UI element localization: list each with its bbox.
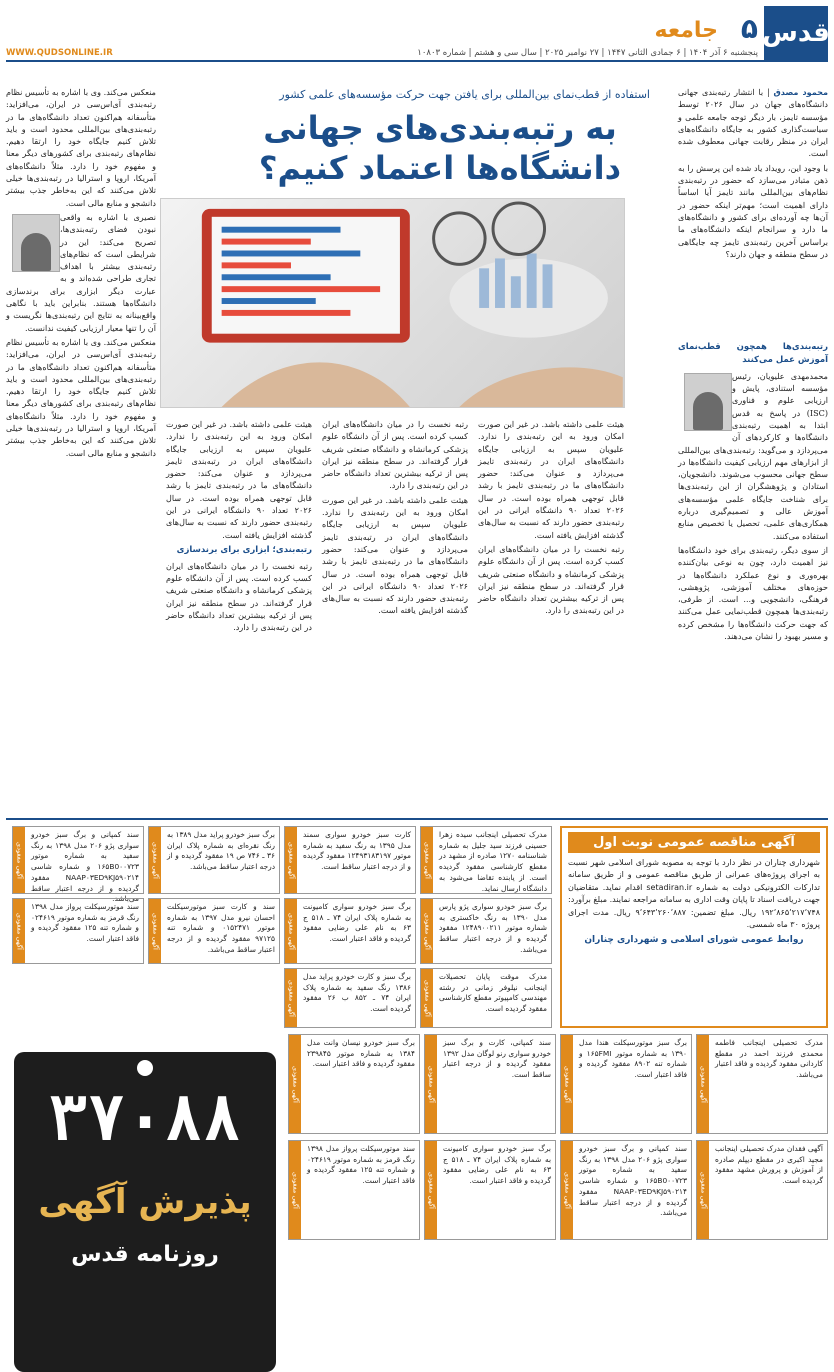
classified-ad[interactable] [560,1034,692,1134]
classified-ad[interactable] [420,898,552,964]
column-right-top [678,86,828,334]
ad-text: کارت سبز خودرو سواری سمند مدل ۱۳۹۵ به رنگ سفید به شماره موتور ۱۲۴۹۳۱۸۳۱۹۷ مفقود گردیده و از درجه اعتبار ساقط است. [303,830,411,872]
subheading: رتبه‌بندی‌ها همچون قطب‌نمای آموزش عمل می‌کنند [678,342,828,365]
portrait-photo [12,214,60,272]
classified-ad[interactable] [696,1140,828,1240]
ad-tag: آگهی مفقودی [425,1141,437,1239]
paragraph: رتبه نخست را در میان دانشگاه‌های ایران کسب کرده است. پس از آن دانشگاه علوم پزشکی کرمانشاه و دانشگاه صنعتی شریف قرار گرفته‌اند. در سطح منطقه نیز ایران پس از ترکیه بیشترین تعداد دانشگاه حاضر در این رتبه‌بندی را دارد. [322,419,468,491]
ad-tag: آگهی مفقودی [285,899,297,963]
promo-newspaper: روزنامه قدس [71,1242,219,1267]
tender-footer: روابط عمومی شورای اسلامی و شهرداری چناران [584,935,804,946]
classified-ad[interactable] [288,1034,420,1134]
paragraph: محمدمهدی علیویان، رئیس مؤسسه استنادی، پایش و ارزیابی علوم و فناوری (ISC) در پاسخ به قدس ابتدا به اهمیت رتبه‌بندی دانشگاه‌ها و کارکردهای آن می‌پردازد و می‌گوید: رتبه‌بندی‌های بین‌المللی از ابزارهای مهم ارزیابی کیفیت دانشگاه‌ها در سطح جهانی محسوب می‌شوند. دانشجویان، استادان و پژوهشگران از این رتبه‌بندی‌ها برای شناخت جایگاه علمی مؤسسه‌های آموزش عالی و تصمیم‌گیری درباره همکاری‌های علمی، تحصیل یا تخصیص منابع استفاده می‌کنند. [678,370,828,541]
classified-ad[interactable] [696,1034,828,1134]
hand-left [222,362,410,407]
classified-ad[interactable] [148,898,280,964]
eyeglasses-left [434,213,486,265]
promo-title: پذیرش آگهی [38,1182,252,1222]
ad-tag: آگهی مفقودی [149,899,161,963]
website-link[interactable]: WWW.QUDSONLINE.IR [6,48,113,58]
ad-text: برگ سبز خودرو پراید مدل ۱۳۸۹ به رنگ نقره‌ای به شماره پلاک ایران ۳۶ ـ ۷۴۶ ص ۱۹ مفقود گردیده و از درجه اعتبار ساقط می‌باشد. [167,830,275,872]
classified-ad[interactable] [148,826,280,894]
classified-ad[interactable] [424,1140,556,1240]
classified-ad[interactable] [420,826,552,894]
tag-hole [137,1060,153,1076]
newspaper-logo[interactable]: قدس [764,6,828,60]
article-headline [230,108,650,188]
ad-text: برگ سبز خودرو نیسان وانت مدل ۱۳۸۴ به شماره موتور ۲۳۹۸۴۵ مفقود گردیده و فاقد اعتبار است. [307,1038,415,1069]
ad-tag: آگهی مفقودی [561,1035,573,1133]
column-left [6,86,156,808]
paragraph: هیئت علمی داشته باشد. در غیر این صورت امکان ورود به این رتبه‌بندی را ندارد. علیویان سپس به ارزیابی جایگاه دانشگاه‌های ایران در رتبه‌بندی تایمز می‌پردازد و عنوان می‌کند: حضور دانشگاه‌های ما در رتبه‌بندی تایمز با رشد قابل توجهی همراه بوده است. در سال ۲۰۲۶ تعداد ۹۰ دانشگاه ایرانی در این رتبه‌بندی حضور دارند که نسبت به سال‌های گذشته افزایش یافته است. [322,494,469,616]
classified-ads-section [6,818,828,1267]
dateline: پنجشنبه ۶ آذر ۱۴۰۴ | ۶ جمادی الثانی ۱۴۴۷ | ۲۷ نوامبر ۲۰۲۵ | سال سی و هشتم | شماره ۱۰۸۰۳ [417,48,758,58]
ad-text: برگ سبز خودرو سواری کامیونت به شماره پلاک ایران ۷۴ ـ ۵۱۸ ج ۶۳ به نام علی رضایی مفقود گردیده و فاقد اعتبار است. [443,1144,552,1186]
ad-text: برگ سبز موتورسیکلت هندا مدل ۱۳۹۰ به شماره موتور ۱۶۵FMI و شماره تنه ۸۹۰۲ مفقود گردیده و فاقد اعتبار است. [579,1038,687,1080]
ad-tag: آگهی مفقودی [149,827,161,893]
paragraph: هیئت علمی داشته باشد. در غیر این صورت امکان ورود به این رتبه‌بندی را ندارد. علیویان سپس به ارزیابی جایگاه دانشگاه‌های ایران در رتبه‌بندی تایمز می‌پردازد و عنوان می‌کند: حضور دانشگاه‌های ما در رتبه‌بندی تایمز با رشد قابل توجهی همراه بوده است. در سال ۲۰۲۶ تعداد ۹۰ دانشگاه ایرانی در این رتبه‌بندی حضور دارند که نسبت به سال‌های گذشته افزایش یافته است. [166,419,313,540]
paragraph: هیئت علمی داشته باشد. در غیر این صورت امکان ورود به این رتبه‌بندی را ندارد. علیویان سپس به ارزیابی جایگاه دانشگاه‌های ایران در رتبه‌بندی تایمز می‌پردازد و عنوان می‌کند: حضور دانشگاه‌های ما در رتبه‌بندی تایمز با رشد قابل توجهی همراه بوده است. در سال ۲۰۲۶ تعداد ۹۰ دانشگاه ایرانی در این رتبه‌بندی حضور دارند که نسبت به سال‌های گذشته افزایش یافته است. [478,419,625,540]
article-kicker: استفاده از قطب‌نمای بین‌المللی برای یافتن جهت حرکت مؤسسه‌های علمی کشور [279,88,650,101]
ad-text: مدرک تحصیلی اینجانب فاطمه محمدی فرزند احمد در مقطع کاردانی مفقود گردیده و فاقد اعتبار می‌باشد. [715,1038,823,1080]
ad-text: سند کمپانی، کارت و برگ سبز خودرو سواری رنو لوگان مدل ۱۳۹۲ مفقود گردیده و از درجه اعتبار ساقط است. [443,1038,551,1080]
column-middle-left [166,418,312,808]
ad-tag: آگهی مفقودی [13,827,25,893]
subheading: رتبه‌بندی؛ ابزاری برای برندسازی [176,544,312,555]
ad-tag: آگهی مفقودی [421,899,433,963]
ad-tag: آگهی مفقودی [421,827,433,893]
promo-phone-number: ۳۷۰۸۸ [48,1082,242,1156]
tablet-chart-illustration [161,199,624,407]
classified-ad[interactable] [288,1140,420,1240]
classified-ad[interactable] [284,898,416,964]
ad-tag: آگهی مفقودی [421,969,433,1027]
ad-tag: آگهی مفقودی [285,969,297,1027]
masthead [6,6,828,62]
ad-tag: آگهی مفقودی [697,1141,709,1239]
headline-line-1: به رتبه‌بندی‌های جهانی [263,109,617,147]
ad-tag: آگهی مفقودی [285,827,297,893]
ad-text: برگ سبز خودرو سواری کامیونت به شماره پلاک ایران ۷۴ ـ ۵۱۸ ج ۶۳ به نام علی رضایی مفقود گردیده و فاقد اعتبار است. [303,902,412,944]
ad-text: آگهی فقدان مدرک تحصیلی اینجانب مجید اکبری در مقطع دیپلم صادره از آموزش و پرورش مشهد مفقود گردیده است. [715,1144,823,1186]
paragraph [678,86,828,160]
classified-ad[interactable] [12,898,144,964]
paragraph: منعکس می‌کند. وی با اشاره به تأسیس نظام رتبه‌بندی آی‌اس‌سی در ایران، می‌افزاید: متأسفانه هم‌اکنون تعداد دانشگاه‌های ما در رتبه‌بندی‌های بین‌المللی محدود است و باید تلاش کنیم جایگاه خود را ارتقا دهیم. نظام‌های رتبه‌بندی برای کشورهای دیگر معنا و مفهوم خود را دارد. مثلاً دانشگاه‌های آمریکا، اروپا و استرالیا در رتبه‌بندی‌ها خیلی تلاش می‌کنند که این به‌خاطر جذب بیشتر دانشجو و منابع مالی است. [6,87,156,208]
column-middle-right [478,418,624,808]
tender-notice[interactable] [560,826,828,1028]
article-photo [160,198,625,408]
classified-ad[interactable] [560,1140,692,1240]
ad-tag: آگهی مفقودی [289,1141,301,1239]
author-name: محمود مصدق [773,87,828,97]
ad-text: برگ سبز خودرو سواری پژو پارس مدل ۱۳۹۰ به رنگ خاکستری به شماره موتور ۱۲۴۸۹۰۰۲۱۱ مفقود گردیده و از درجه اعتبار ساقط می‌باشد. [439,902,547,954]
eyeglasses-right [493,203,545,255]
classified-ad[interactable] [424,1034,556,1134]
ad-text: مدرک موقت پایان تحصیلات اینجانب نیلوفر زمانی در رشته مهندسی کامپیوتر مقطع کارشناسی مفقود گردیده است. [439,972,547,1014]
paragraph-text: | با انتشار رتبه‌بندی جهانی دانشگاه‌های جهان در سال ۲۰۲۶ توسط مؤسسه تایمز، بار دیگر توجه جامعه علمی و سیاست‌گذاری کشور به جایگاه دانشگاه‌های ایران در منظر رقابت جهانی معطوف شده است. [678,87,828,159]
paragraph: با وجود این، رویداد یاد شده این پرسش را به ذهن متبادر می‌سازد که حضور در رتبه‌بندی نظام‌های بین‌المللی مانند تایمز آیا اساساً دارای اهمیت است؛ مهم‌تر اینکه حضور در آن‌ها چه آورده‌ای برای کشور و دانشگاه‌های ما دارد و سرانجام اینکه دانشگاه‌های ما براساس آخرین رتبه‌بندی تایمز چه جایگاهی در سطح منطقه و جهان دارند؟ [678,162,828,259]
portrait-photo [684,373,732,431]
ad-tag: آگهی مفقودی [425,1035,437,1133]
ad-tag: آگهی مفقودی [697,1035,709,1133]
classified-ad[interactable] [12,826,144,904]
ad-acceptance-promo[interactable] [14,1052,276,1372]
ad-tag: آگهی مفقودی [561,1141,573,1239]
paragraph: از سوی دیگر، رتبه‌بندی برای خود دانشگاه‌ها نیز اهمیت دارد، چون به نوعی بیان‌کننده بهره‌وری و نوع عملکرد دانشگاه‌ها در حوزه‌های مختلف آموزشی، پژوهشی، فرهنگی، دانشجویی و... است. از طرفی، رتبه‌بندی‌ها همچون قطب‌نمایی عمل می‌کنند که جهت حرکت دانشگاه‌ها را مشخص کرده و مسیر بهبود را نشان می‌دهند. [678,544,828,642]
tender-title: آگهی مناقصه عمومی نوبت اول [568,832,820,853]
ad-tag: آگهی مفقودی [13,899,25,963]
tender-body: شهرداری چناران در نظر دارد با توجه به مصوبه شورای اسلامی شهر نسبت به اجرای پروژه‌های عمرانی از طریق مناقصه عمومی و از طریق سامانه تدارکات الکترونیکی دولت به شماره setadiran.ir اقدام نماید. متقاضیان جهت دریافت اسناد تا پایان وقت اداری به سامانه مراجعه نمایند. مبلغ برآورد: ۱۹۲٬۸۶۵٬۲۱۷٬۷۴۸ ریال. مبلغ تضمین: ۹٬۶۴۳٬۲۶۰٬۸۸۷ ریال. مدت اجرای پروژه ۳۰ ماه شمسی. [568,858,821,929]
ad-text: سند موتورسیکلت پرواز مدل ۱۳۹۸ رنگ قرمز به شماره موتور ۰۲۴۶۱۹ و شماره تنه ۱۲۵ مفقود گردیده و فاقد اعتبار است. [31,902,139,944]
ad-text: سند کمپانی و برگ سبز خودرو سواری پژو ۲۰۶ مدل ۱۳۹۸ به رنگ سفید به شماره موتور ۱۶۵B0۰۰۷۲۳ و شماره شاسی NAAP۰۳ED۹KJ۵۹۰۲۱۴ مفقود گردیده و از درجه اعتبار ساقط می‌باشد. [31,830,139,904]
paragraph: رتبه نخست را در میان دانشگاه‌های ایران کسب کرده است. پس از آن دانشگاه علوم پزشکی کرمانشاه و دانشگاه صنعتی شریف قرار گرفته‌اند. در سطح منطقه نیز ایران پس از ترکیه بیشترین تعداد دانشگاه حاضر در این رتبه‌بندی را دارد. [166,560,312,633]
column-middle-center [322,418,468,808]
classified-ad[interactable] [284,968,416,1028]
headline-line-2: دانشگاه‌ها اعتماد کنیم؟ [258,149,622,187]
section-title: جامعه [654,18,718,43]
paragraph: رتبه نخست را در میان دانشگاه‌های ایران کسب کرده است. پس از آن دانشگاه علوم پزشکی کرمانشاه و دانشگاه صنعتی شریف قرار گرفته‌اند. در سطح منطقه نیز ایران پس از ترکیه بیشترین تعداد دانشگاه حاضر در این رتبه‌بندی را دارد. [478,543,624,616]
paragraph: نصیری با اشاره به واقعی نبودن فضای رتبه‌بندی‌ها، تصریح می‌کند: این در شرایطی است که نظام‌های رتبه‌بندی بیشتر با اهداف تجاری طراحی شده‌اند و به عبارت دیگر ابزاری برای برندسازی دانشگاه‌ها هستند. بنابراین باید با نگاهی واقع‌بینانه به نتایج این رتبه‌بندی‌ها نگریست و آن را تنها معیار ارزیابی کیفیت ندانست. [6,211,156,333]
classified-ad[interactable] [420,968,552,1028]
ad-text: سند و کارت سبز موتورسیکلت احسان نیرو مدل ۱۳۹۷ به شماره موتور ۰۱۵۲۴۷۱ و شماره تنه ۹۷۱۲۵ مفقود گردیده و از درجه اعتبار ساقط می‌باشد. [167,902,275,954]
page-number: ۵ [740,12,758,45]
ad-text: برگ سبز و کارت خودرو پراید مدل ۱۳۸۶ رنگ سفید به شماره پلاک ایران ۷۴ ـ ۸۵۲ ب ۲۶ مفقود گردیده است. [303,972,411,1014]
ad-text: سند موتورسیکلت پرواز مدل ۱۳۹۸ رنگ قرمز به شماره موتور ۰۲۴۶۱۹ و شماره تنه ۱۲۵ مفقود گردیده و فاقد اعتبار است. [307,1144,415,1186]
ad-tag: آگهی مفقودی [289,1035,301,1133]
classified-ad[interactable] [284,826,416,894]
paragraph: منعکس می‌کند. وی با اشاره به تأسیس نظام رتبه‌بندی آی‌اس‌سی در ایران، می‌افزاید: متأسفانه هم‌اکنون تعداد دانشگاه‌های ما در رتبه‌بندی‌های بین‌المللی محدود است و باید تلاش کنیم جایگاه خود را ارتقا دهیم. نظام‌های رتبه‌بندی برای کشورهای دیگر معنا و مفهوم خود را دارد. مثلاً دانشگاه‌های آمریکا، اروپا و استرالیا در رتبه‌بندی‌ها خیلی تلاش می‌کنند که این به‌خاطر جذب بیشتر دانشجو و منابع مالی است. [6,336,156,458]
ad-text: مدرک تحصیلی اینجانب سیده زهرا حسینی فرزند سید جلیل به شماره شناسنامه ۱۲۷۰ صادره از مشهد در مقطع کارشناسی مفقود گردیده است. از یابنده تقاضا می‌شود به دانشگاه ارسال نماید. [439,830,547,893]
hand-right [459,367,622,407]
ad-text: سند کمپانی و برگ سبز خودرو سواری پژو ۲۰۶ مدل ۱۳۹۸ به رنگ سفید به شماره موتور ۱۶۵B0۰۰۷۲۳ و شماره شاسی NAAP۰۳ED۹KJ۵۹۰۲۱۴ مفقود گردیده و از درجه اعتبار ساقط می‌باشد. [579,1144,687,1218]
column-right-bottom [678,338,828,808]
